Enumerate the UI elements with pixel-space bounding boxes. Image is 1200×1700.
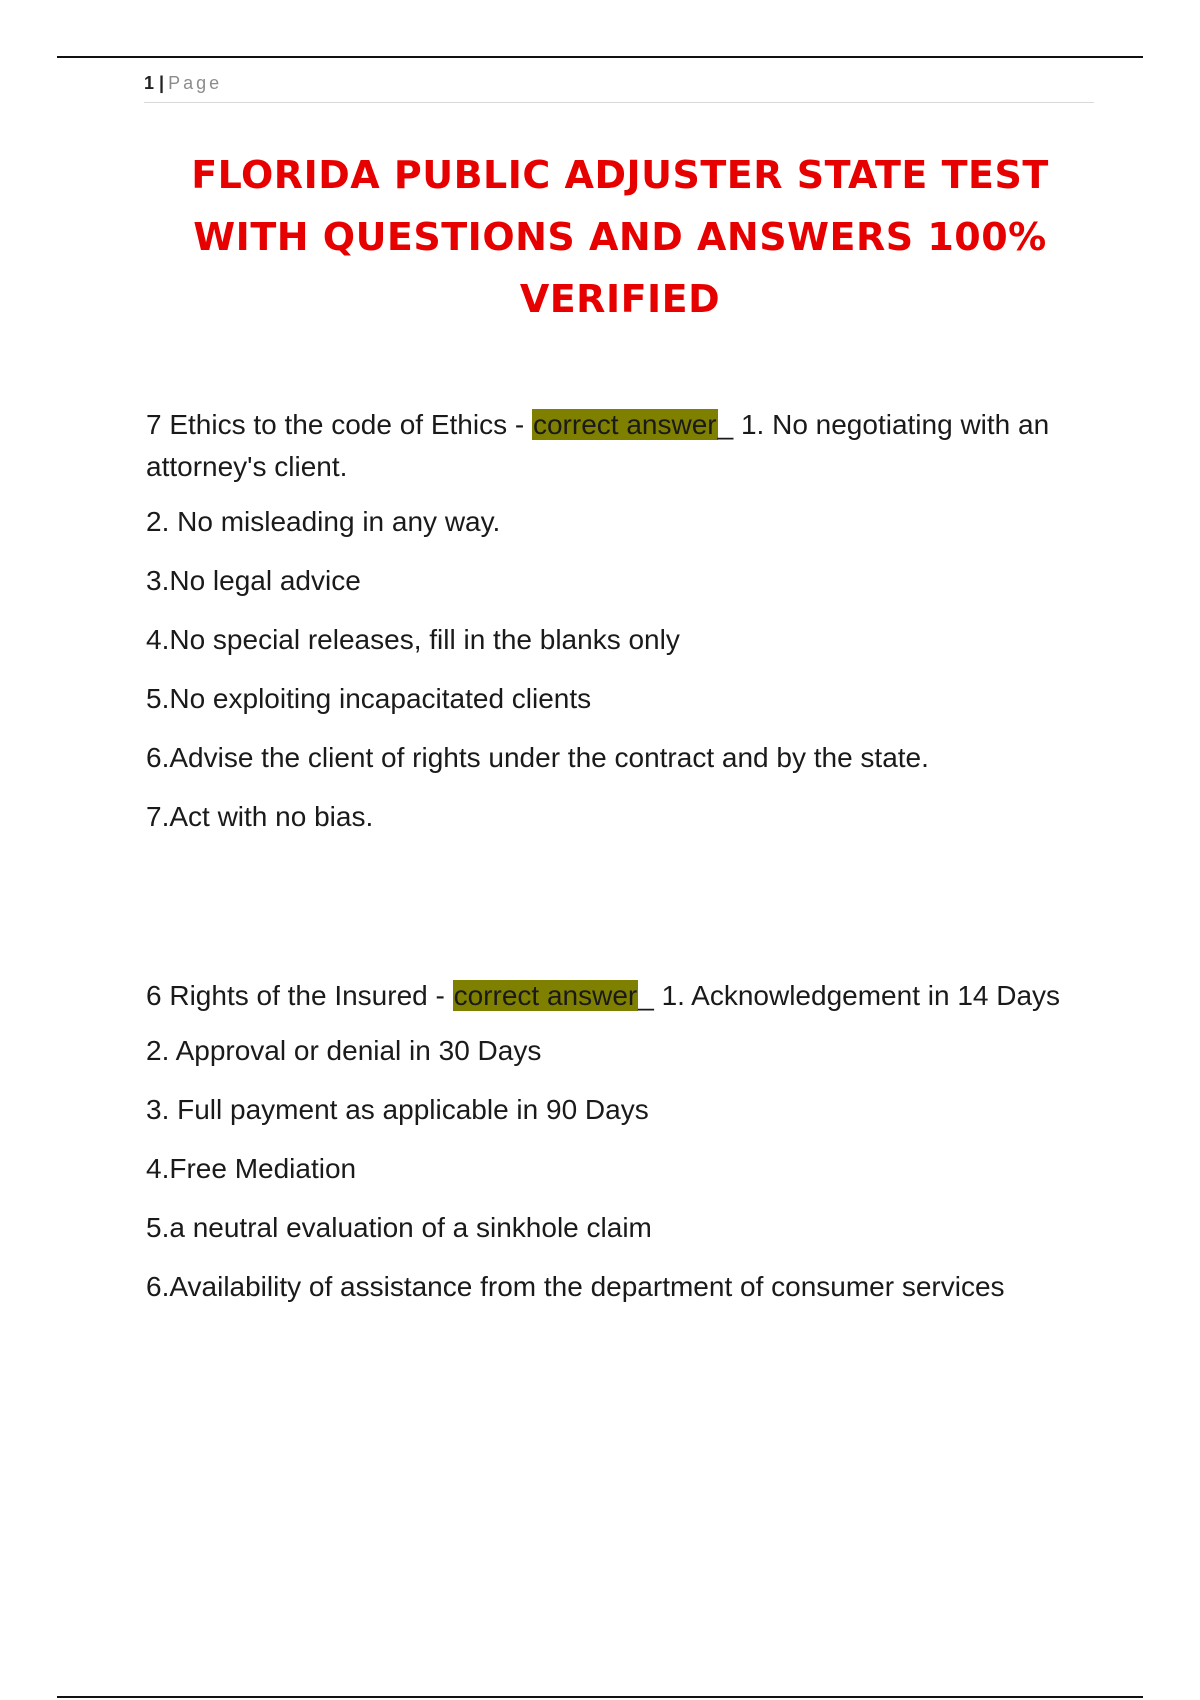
- answer-item: 5.No exploiting incapacitated clients: [146, 683, 592, 714]
- page-number: 1: [144, 73, 155, 93]
- title-line: WITH QUESTIONS AND ANSWERS 100%: [193, 215, 1047, 259]
- answer-item: 4.No special releases, fill in the blanks only: [146, 624, 680, 655]
- answer-item: 2. Approval or denial in 30 Days: [146, 1035, 542, 1066]
- page-label: Page: [168, 73, 223, 93]
- question-text: 6 Rights of the Insured -: [146, 980, 453, 1011]
- answer-highlight: correct answer: [453, 980, 638, 1011]
- answer-first-item: _ 1. Acknowledgement in 14 Days: [638, 980, 1061, 1011]
- answer-item: 3.No legal advice: [146, 565, 361, 596]
- title-line: VERIFIED: [519, 277, 721, 321]
- page-header: [144, 72, 1094, 103]
- top-rule: [57, 56, 1143, 58]
- question-text: 7 Ethics to the code of Ethics -: [146, 409, 532, 440]
- answer-item: 4.Free Mediation: [146, 1153, 357, 1184]
- qa-section-rights: [146, 975, 1086, 1324]
- question-line: [146, 404, 1086, 488]
- bottom-rule: [57, 1696, 1143, 1698]
- page-separator: |: [159, 73, 165, 93]
- answer-item: 2. No misleading in any way.: [146, 506, 501, 537]
- answer-first-item: _ 1. No negotiating with an attorney's client.: [146, 409, 1050, 482]
- answer-item: 7.Act with no bias.: [146, 801, 374, 832]
- answer-highlight: correct answer: [532, 409, 717, 440]
- answer-item: 6.Advise the client of rights under the contract and by the state.: [146, 742, 929, 773]
- title-line: FLORIDA PUBLIC ADJUSTER STATE TEST: [191, 153, 1049, 197]
- question-line: [146, 975, 1086, 1017]
- qa-section-ethics: [146, 404, 1086, 854]
- answer-item: 6.Availability of assistance from the department of consumer services: [146, 1271, 1005, 1302]
- answer-item: 5.a neutral evaluation of a sinkhole claim: [146, 1212, 652, 1243]
- answer-item: 3. Full payment as applicable in 90 Days: [146, 1094, 649, 1125]
- document-title: [130, 144, 1110, 330]
